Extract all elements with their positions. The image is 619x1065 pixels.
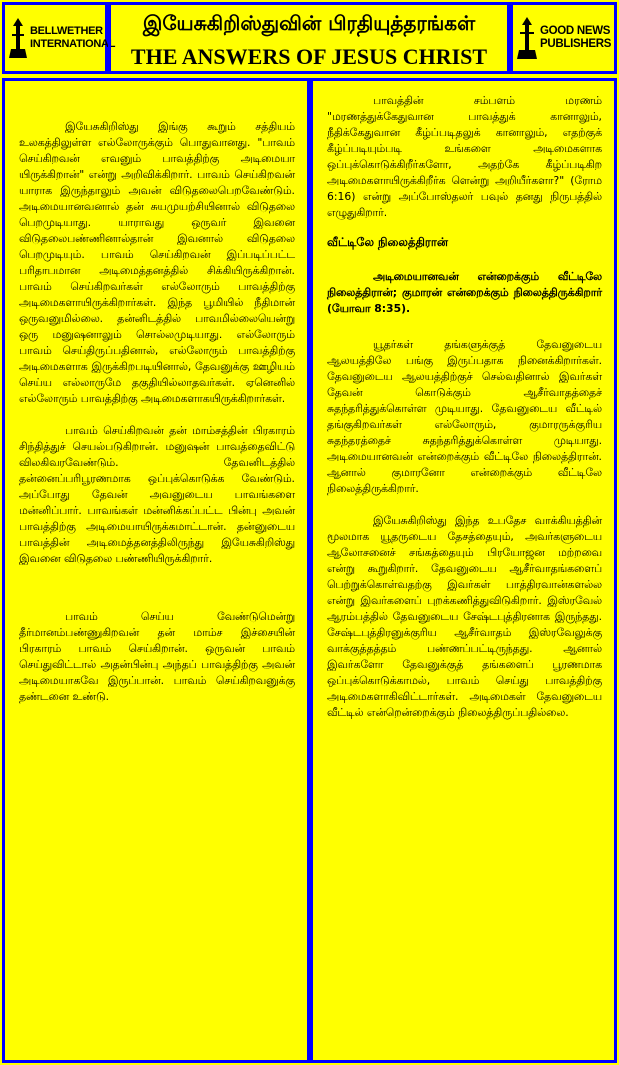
right-column <box>310 78 617 1063</box>
right-paragraph-intro: பாவத்தின் சம்பளம் மரணம் "மரணத்துக்கேதுவான பாவத்துக் கானாலும், நீதிக்கேதுவான கீழ்ப்படிதலுக் கானாலும், எதற்குக் கீழ்ப்படியும்படி உங்களை அடிமைகளாக ஒப்புக்கொடுக்கிறீர்களோ, அதற்கே கீழ்ப்படிகிற அடிமைகளாயிருக்கிறீர்க ளென்று அறியீர்களா?" (ரோம 6:16) என்று அப்போஸ்தலர் பவுல் தனது நிருபத்தில் எழுதுகிறார். <box>327 94 602 219</box>
good-news-logo-icon <box>517 15 537 61</box>
left-paragraph-1: இயேசுகிறிஸ்து இங்கு கூறும் சத்தியம் உலகத்திலுள்ள எல்லோருக்கும் பொதுவானது. "பாவம் செய்கிறவன் எவனும் பாவத்திற்கு அடிமையா யிருக்கிறான்" என்று அறிவிக்கிறார். பாவம் செய்கிறவன் யாராக இருந்தாலும் அவன் விடுதலைபெறவேண்டும். அடிமையானவனால் தன் சுயமுயற்சியினால் விடுதலை பெறமுடியாது. யாராவது ஒருவர் இவனை விடுதலைபண்ணினால்தான் இவனால் விடுதலை பெறமுடியும். பாவம் செய்கிறவன் இப்படிப்பட்ட பரிதாபமான அடிமைத்தனத்தில் சிக்கியிருக்கிறான். பாவம் செய்கிறவர்கள் எல்லோரும் பாவத்திற்கு அடிமைகளாயிருக்கிறார்கள். இந்த பூமியில் நீதிமான் ஒருவனுமில்லை. தன்னிடத்தில் பாவமில்லையென்று ஒரு மனுஷனாலும் சொல்லமுடியாது. எல்லோரும் பாவம் செய்திருப்பதினால், எல்லோரும் பாவத்திற்கு அடிமைகளாக இருக்கிறபடியினால், தேவனுக்கு ஊழியம் செய்ய எல்லாருமே தகுதியில்லாதவர்கள். ஏனெனில் எல்லோரும் பாவத்திற்கு அடிமைகளாகயிருக்கிறார்கள். <box>19 120 295 405</box>
left-paragraph-2: பாவம் செய்கிறவன் தன் மாம்சத்தின் பிரகாரம் சிந்தித்துச் செயல்படுகிறான். மனுஷன் பாவத்தைவிட்டு விலகிவரவேண்டும். தேவனிடத்தில் தன்னைப்பரிபூரணமாக ஒப்புக்கொடுக்க வேண்டும். அப்போது தேவன் அவனுடைய பாவங்களை மன்னிப்பார். பாவங்கள் மன்னிக்கப்பட்ட பின்பு அவன் பாவத்திற்கு அடிமையாயிருக்கமாட்டான். தன்னுடைய பாவத்தின் அடிமைத்தனத்திலிருந்து இயேசுகிறிஸ்து இவனை விடுதலை பண்ணியிருக்கிறார். <box>19 424 295 565</box>
page-title-english: THE ANSWERS OF JESUS CHRIST <box>130 44 488 69</box>
bellwether-logo-line2: INTERNATIONAL <box>30 38 116 50</box>
good-news-logo-line2: PUBLISHERS <box>540 38 612 50</box>
bellwether-logo-icon <box>9 16 27 60</box>
good-news-logo <box>513 5 614 71</box>
scripture-quote: அடிமையானவன் என்றைக்கும் வீட்டிலே நிலைத்திரான்; குமாரன் என்றைக்கும் நிலைத்திருக்கிறார் (யோவா 8:35). <box>327 270 602 315</box>
left-paragraph-3: பாவம் செய்ய வேண்டுமென்று தீர்மானம்பண்ணுகிறவன் தன் மாம்ச இச்சையின் பிரகாரம் பாவம் செய்கிறான். ஒருவன் பாவம் செய்துவிட்டால் அதன்பின்பு அந்தப் பாவத்திற்கு அவன் அடிமையாகவே இருப்பான். பாவம் செய்கிறவனுக்கு தண்டனை உண்டு. <box>19 610 295 703</box>
title-box <box>108 2 510 74</box>
left-column <box>2 78 310 1063</box>
bellwether-logo-line1: BELLWETHER <box>30 25 103 37</box>
right-paragraph-teaching: இயேசுகிறிஸ்து இந்த உபதேச வாக்கியத்தின் மூலமாக யூதருடைய தேசத்தையும், அவர்களுடைய ஆலோசனைச் சங்கத்தையும் பிரயோஜன மற்றவை என்று கூறுகிறார். தேவனுடைய ஆசீர்வாதங்களைப் பெற்றுக்கொள்வதற்கு இவர்கள் பாத்திரவான்களல்ல என்று இவர்களைப் புறக்கணித்துவிடுகிறார். இஸ்ரவேல் ஆரம்பத்தில் தேவனுடைய சேஷ்டபுத்திரனாக இருந்தது. சேஷ்டபுத்திரனுக்குரிய ஆசீர்வாதம் இஸ்ரவேலுக்கு வாக்குத்தத்தம் பண்ணப்பட்டிருந்தது. ஆனால் இவர்களோ தேவனுக்குத் தங்களைப் பூரணமாக ஒப்புக்கொடுக்காமல், பாவம் செய்து பாவத்திற்கு அடிமைகளாகிவிட்டார்கள். அடிமைகள் தேவனுடைய வீட்டில் என்றென்றைக்கும் நிலைத்திருப்பதில்லை. <box>327 514 602 719</box>
good-news-logo-box <box>510 2 617 74</box>
good-news-logo-line1: GOOD NEWS <box>540 25 611 37</box>
page-title-tamil: இயேசுகிறிஸ்துவின் பிரதியுத்தரங்கள் <box>142 11 476 35</box>
section-heading: வீட்டிலே நிலைத்திரான் <box>327 235 448 249</box>
bellwether-logo <box>5 5 116 71</box>
right-paragraph-jews: யூதர்கள் தங்களுக்குத் தேவனுடைய ஆலயத்திலே பங்கு இருப்பதாக நினைக்கிறார்கள். தேவனுடைய ஆலயத்திற்குச் செல்வதினால் இவர்கள் தேவன் கொடுக்கும் ஆசீர்வாதத்தைச் சுதந்தரித்துக்கொள்ள முடியாது. தேவனுடைய வீட்டில் தங்குகிறவர்கள் எல்லோரும், குமாரருக்குரிய சுதந்தரத்தைச் சுதந்தரித்துக்கொள்ள முடியாது. அடிமையானவன் என்றைக்கும் வீட்டிலே நிலைத்திரான். ஆனால் குமாரனோ என்றைக்கும் வீட்டிலே நிலைத்திருக்கிறார். <box>327 338 602 495</box>
bellwether-logo-box <box>2 2 116 74</box>
